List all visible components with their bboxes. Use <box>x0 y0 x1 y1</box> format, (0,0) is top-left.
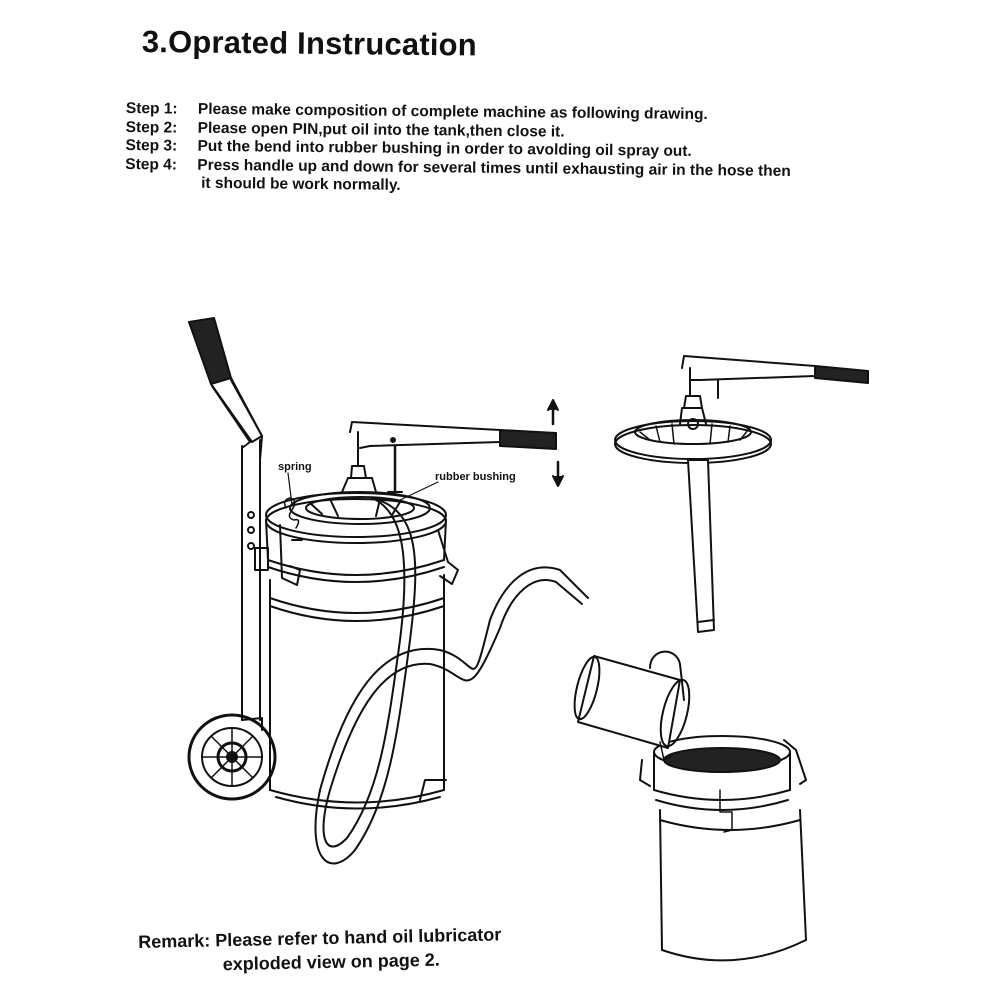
trolley-wheel <box>189 715 275 799</box>
callout-rubber-bushing <box>400 471 516 500</box>
pump-on-lid <box>615 356 868 632</box>
step-4-continuation: it should be work normally. <box>201 174 401 194</box>
step-label: Step 1: <box>125 100 178 118</box>
oil-tank <box>255 492 458 809</box>
step-text: Press handle up and down for several times until exhausting air in the hose then <box>197 156 791 180</box>
step-label: Step 3: <box>125 136 178 155</box>
spring-label: spring <box>278 461 312 473</box>
step-label: Step 4: <box>125 155 178 174</box>
rubber-bushing-label: rubber bushing <box>435 471 516 483</box>
filling-oil <box>570 652 806 961</box>
remark-line-1: Remark: Please refer to hand oil lubricator <box>138 924 502 952</box>
step-label: Step 2: <box>125 118 178 137</box>
assembled-unit <box>189 318 588 864</box>
step-text: Put the bend into rubber bushing in order to avolding oil spray out. <box>197 137 692 160</box>
remark-line-2: exploded view on page 2. <box>222 949 440 975</box>
remark-note <box>138 922 502 978</box>
step-text: Please open PIN,put oil into the tank,then close it. <box>197 119 565 141</box>
page-title: 3.Oprated Instrucation <box>141 24 478 63</box>
trolley-handle <box>189 318 262 720</box>
step-text: Please make composition of complete machine as following drawing. <box>197 100 708 124</box>
